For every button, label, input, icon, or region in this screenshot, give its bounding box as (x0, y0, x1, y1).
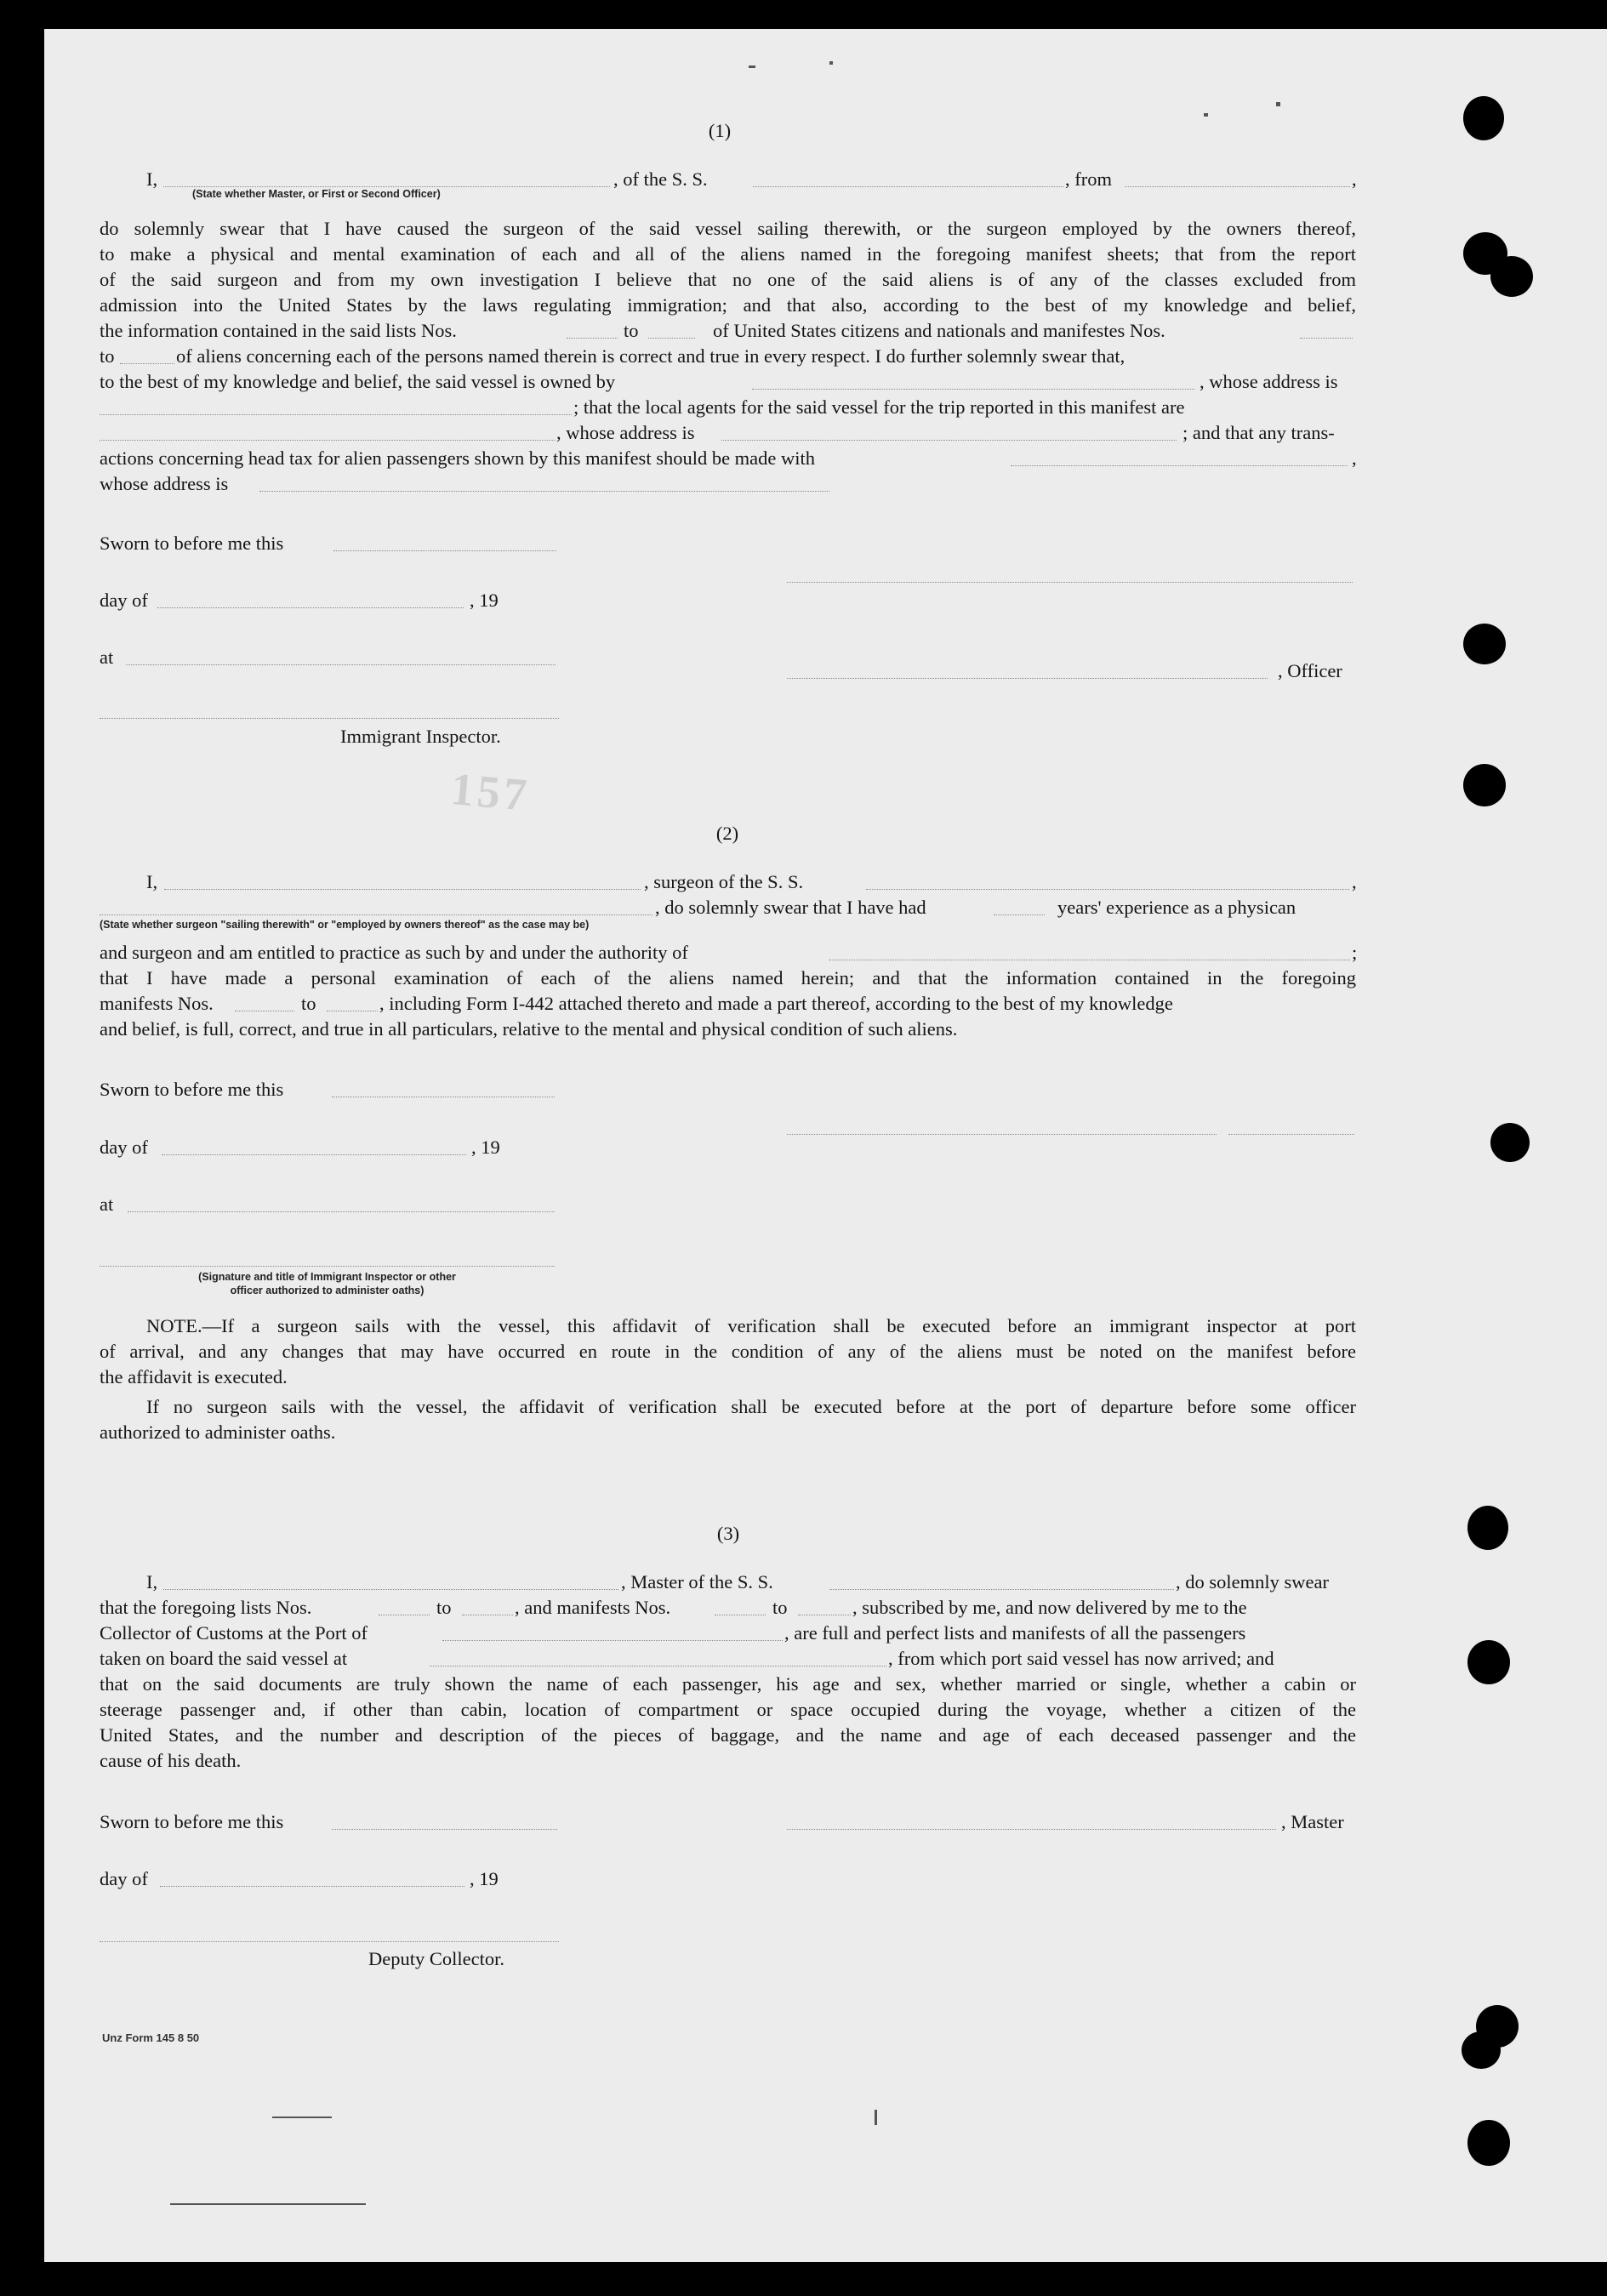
sec2-to: to (301, 993, 316, 1014)
sec1-comma2: , (1352, 447, 1357, 469)
sec3-master: , Master (1281, 1811, 1344, 1832)
sec1-manifests: of United States citizens and nationals and manifestes Nos. (713, 320, 1165, 341)
sec1-at-field[interactable] (126, 664, 556, 665)
sec3-taken-on-board: taken on board the said vessel at (100, 1648, 348, 1669)
sec2-form-i442: , including Form I-442 attached thereto and made a part thereof, according to the best of my knowledge (379, 993, 1173, 1014)
punch-hole (1462, 2031, 1501, 2069)
officer-name-field[interactable] (163, 186, 610, 187)
sec1-to2: to (100, 345, 115, 367)
master-name-field[interactable] (163, 1589, 618, 1590)
sec1-day-field[interactable] (157, 607, 464, 608)
sec3-collector-port: Collector of Customs at the Port of (100, 1622, 368, 1644)
sec1-owner-address: , whose address is (1200, 371, 1338, 392)
sec3-master-of-ss: , Master of the S. S. (621, 1571, 773, 1592)
sec1-to: to (624, 320, 639, 341)
sec1-line: of the said surgeon and from my own investigation I believe that no one of the said aliens is of any of the classes excluded from (100, 269, 1356, 290)
sec1-I: I, (146, 168, 158, 190)
sec1-day-of: day of (100, 590, 148, 611)
sec1-owned-by: to the best of my knowledge and belief, the said vessel is owned by (100, 371, 616, 392)
sec1-at: at (100, 647, 114, 668)
sec3-line: steerage passenger and, if other than cabin, location of compartment or space occupied during the voyage, whether a citizen of the (100, 1699, 1356, 1720)
from-port-field[interactable] (1125, 186, 1350, 187)
sec3-sworn: Sworn to before me this (100, 1811, 284, 1832)
sec3-sworn-field[interactable] (332, 1829, 557, 1830)
sec1-lists-nos: the information contained in the said lists Nos. (100, 320, 457, 341)
sec2-day-of: day of (100, 1137, 148, 1158)
sec2-signature-line[interactable] (787, 1134, 1217, 1135)
sec2-sig-hint-1: (Signature and title of Immigrant Inspector or other (198, 1271, 456, 1283)
punch-hole (1463, 764, 1506, 806)
sec1-title-hint: (State whether Master, or First or Second Officer) (192, 188, 441, 200)
sec3-line: United States, and the number and description of the pieces of baggage, and the name and age of each deceased passenger and the (100, 1724, 1356, 1746)
sec1-officer-field[interactable] (787, 678, 1268, 679)
experience-years-field[interactable] (994, 914, 1045, 915)
sec1-aliens-line: of aliens concerning each of the persons named therein is correct and true in every respect. I do further solemnly swear that, (176, 345, 1125, 367)
vessel-name-field[interactable] (753, 186, 1063, 187)
ink-speck (875, 2110, 877, 2125)
form-identifier: Unz Form 145 8 50 (102, 2031, 200, 2044)
sec3-arrived: , from which port said vessel has now arrived; and (888, 1648, 1274, 1669)
sec2-year: , 19 (471, 1137, 500, 1158)
sec2-sworn: Sworn to before me this (100, 1079, 284, 1100)
punch-hole (1490, 1123, 1530, 1162)
sec1-of-ss: , of the S. S. (613, 168, 708, 190)
section-2-number: (2) (715, 823, 739, 844)
head-tax-contact-field[interactable] (1011, 465, 1348, 466)
manifests-to-field[interactable] (120, 363, 174, 364)
sec3-year: , 19 (470, 1868, 499, 1889)
sec2-swear: , do solemnly swear that I have had (655, 897, 926, 918)
sec2-day-field[interactable] (162, 1154, 466, 1155)
sec3-day-field[interactable] (160, 1886, 464, 1887)
ink-speck (170, 2203, 366, 2205)
sec1-comma: , (1352, 168, 1357, 190)
ink-speck (1204, 113, 1208, 117)
sec2-semicolon: ; (1352, 942, 1358, 963)
sec3-line: cause of his death. (100, 1750, 242, 1771)
sec2-sig-hint-2: officer authorized to administer oaths) (230, 1285, 425, 1296)
sec3-subscribed: , subscribed by me, and now delivered by me to the (852, 1597, 1247, 1618)
sec2-signature-title-line[interactable] (100, 1266, 555, 1267)
owner-address-field[interactable] (100, 414, 572, 415)
sec3-full-lists: , are full and perfect lists and manifests of all the passengers (784, 1622, 1246, 1644)
sec2-I: I, (146, 871, 158, 892)
sec2-at-field[interactable] (128, 1211, 555, 1212)
surgeon-name-field[interactable] (164, 889, 641, 890)
ink-speck (749, 66, 755, 68)
sec3-line: that on the said documents are truly shown the name of each passenger, his age and sex, whether married or single, whether a cabin or (100, 1673, 1356, 1695)
sec3-I: I, (146, 1571, 158, 1592)
ink-speck (272, 2117, 332, 2118)
sec3-collector-line[interactable] (100, 1941, 559, 1942)
sec1-year: , 19 (470, 590, 499, 611)
note-line: If no surgeon sails with the vessel, the affidavit of verification shall be executed before at the port of departure before some officer (146, 1396, 1356, 1417)
note-line: NOTE.—If a surgeon sails with the vessel, this affidavit of verification shall be executed before an immigrant inspector at port (146, 1315, 1356, 1336)
lists-from-field[interactable] (567, 338, 618, 339)
note-line: of arrival, and any changes that may have occurred en route in the condition of any of the aliens must be noted on the manifest before (100, 1341, 1356, 1362)
sec1-local-agents: ; that the local agents for the said vessel for the trip reported in this manifest are (573, 396, 1185, 418)
agents-field[interactable] (100, 440, 555, 441)
sec3-master-signature-field[interactable] (787, 1829, 1276, 1830)
sec2-authority: and surgeon and am entitled to practice as such by and under the authority of (100, 942, 688, 963)
punch-hole (1463, 96, 1504, 140)
punch-hole (1490, 256, 1533, 297)
port-field[interactable] (442, 1640, 783, 1641)
sec1-signature-line[interactable] (787, 582, 1353, 583)
sec3-to: to (436, 1597, 452, 1618)
sec3-deputy-collector: Deputy Collector. (368, 1948, 504, 1969)
sec2-signature-line-b[interactable] (1228, 1134, 1354, 1135)
sec2-line: and belief, is full, correct, and true in all particulars, relative to the mental and physical condition of such aliens. (100, 1018, 958, 1040)
sec2-status-hint: (State whether surgeon "sailing therewith" or "employed by owners thereof" as the case may be) (100, 919, 590, 931)
sec2-line: that I have made a personal examination of each of the aliens named herein; and that the information contained in the foregoing (100, 967, 1356, 988)
sec2-vessel-field[interactable] (866, 889, 1349, 890)
sec3-swear: , do solemnly swear (1176, 1571, 1329, 1592)
ink-speck (1276, 102, 1280, 106)
sec1-from: , from (1065, 168, 1112, 190)
sec2-comma: , (1352, 871, 1357, 892)
punch-hole (1463, 624, 1506, 664)
sec1-inspector-line[interactable] (100, 718, 559, 719)
section-3-number: (3) (716, 1523, 740, 1544)
owner-field[interactable] (752, 389, 1194, 390)
sec2-manifests-nos: manifests Nos. (100, 993, 214, 1014)
sec1-agents-address: , whose address is (556, 422, 695, 443)
sec1-whose-address: whose address is (100, 473, 229, 494)
section-1-number: (1) (708, 120, 732, 141)
manifests-from-field[interactable] (1300, 338, 1353, 339)
sec1-sworn: Sworn to before me this (100, 533, 284, 554)
sec1-line: do solemnly swear that I have caused the surgeon of the said vessel sailing therewith, or the surgeon employed by the owners thereof, (100, 218, 1356, 239)
punch-hole (1467, 1640, 1510, 1684)
sec3-lists-nos: that the foregoing lists Nos. (100, 1597, 312, 1618)
contact-address-field[interactable] (259, 491, 829, 492)
sec1-trans: ; and that any trans- (1182, 422, 1335, 443)
faded-stamp: 157 (448, 763, 533, 821)
sec2-at: at (100, 1194, 114, 1215)
sec1-line: admission into the United States by the laws regulating immigration; and that also, according to the best of my knowledge and belief, (100, 294, 1356, 316)
punch-hole (1467, 2120, 1510, 2166)
sec1-immigrant-inspector: Immigrant Inspector. (340, 726, 501, 747)
sec1-sworn-field[interactable] (333, 550, 556, 551)
note-line: authorized to administer oaths. (100, 1421, 336, 1443)
surgeon-status-field[interactable] (100, 914, 652, 915)
ink-speck (829, 61, 833, 65)
sec2-experience: years' experience as a physican (1057, 897, 1296, 918)
sec1-line: to make a physical and mental examination of each and all of the aliens named in the foregoing manifest sheets; that from the report (100, 243, 1356, 265)
sec3-to2: to (772, 1597, 788, 1618)
sec3-vessel-field[interactable] (829, 1589, 1174, 1590)
punch-hole (1467, 1506, 1508, 1550)
note-line: the affidavit is executed. (100, 1366, 288, 1387)
sec3-manifests-nos: , and manifests Nos. (515, 1597, 671, 1618)
sec3-day-of: day of (100, 1868, 148, 1889)
agents-address-field[interactable] (721, 440, 1177, 441)
sec1-officer: , Officer (1278, 660, 1342, 681)
lists-to-field[interactable] (648, 338, 695, 339)
sec1-head-tax: actions concerning head tax for alien passengers shown by this manifest should be made with (100, 447, 816, 469)
sec2-surgeon-of-ss: , surgeon of the S. S. (644, 871, 804, 892)
